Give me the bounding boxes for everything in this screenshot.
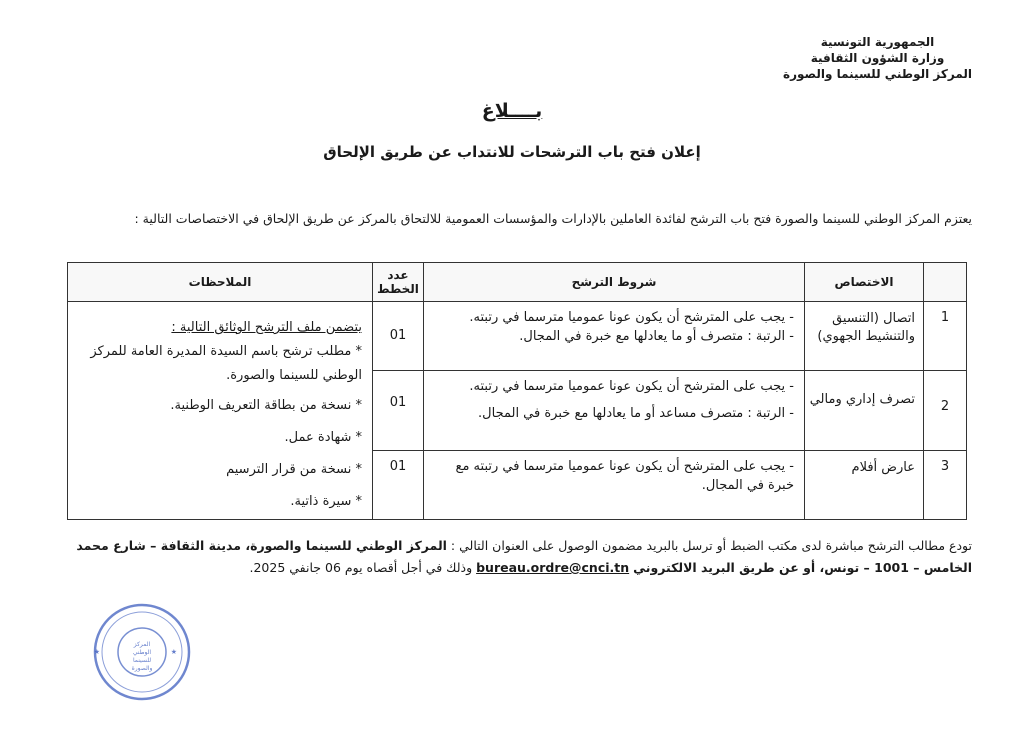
row-posts: 01 (373, 302, 424, 371)
letterhead-ministry: وزارة الشؤون الثقافية (810, 51, 945, 65)
header-notes: الملاحظات (68, 263, 373, 302)
official-stamp (92, 602, 192, 702)
condition-line: - يجب على المترشح أن يكون عونا عموميا مترسما في رتبته مع خبرة في المجال. (455, 459, 794, 494)
svg-text:★: ★ (170, 648, 177, 656)
notes-heading: يتضمن ملف الترشح الوثائق التالية : (171, 320, 362, 335)
table-row (68, 302, 967, 371)
row-posts: 01 (373, 451, 424, 520)
row-conditions (424, 451, 805, 520)
row-conditions (424, 370, 805, 451)
header-num (924, 263, 967, 302)
condition-line: - الرتبة : متصرف أو ما يعادلها مع خبرة في المجال. (519, 329, 794, 344)
row-num: 1 (924, 302, 967, 371)
row-specialty: عارض أفلام (805, 451, 924, 520)
intro-paragraph: يعتزم المركز الوطني للسينما والصورة فتح باب الترشح لفائدة العاملين بالإدارات والمؤسسات العمومية للالتحاق بالمركز عن طريق الإلحاق في الاختصاصات التالية : (134, 211, 972, 226)
svg-text:المركز: المركز (133, 641, 151, 648)
svg-text:★: ★ (93, 648, 100, 656)
condition-line: - يجب على المترشح أن يكون عونا عموميا مترسما في رتبته. (469, 310, 794, 325)
document-subtitle: إعلان فتح باب الترشحات للانتداب عن طريق الإلحاق (323, 143, 701, 161)
row-posts: 01 (373, 370, 424, 451)
notes-item: * نسخة من قرار الترسيم (226, 462, 362, 477)
letterhead (783, 34, 972, 82)
svg-text:والصورة: والصورة (131, 665, 153, 672)
row-num: 2 (924, 370, 967, 451)
notes-item: * سيرة ذاتية. (290, 494, 362, 509)
footer-address: المركز الوطني للسينما والصورة، مدينة الثقافة – شارع محمد الخامس – 1001 – تونس، أو عن طريق البريد الالكتروني (76, 538, 972, 575)
header-posts: عدد الخطط (373, 263, 424, 302)
notes-item: * نسخة من بطاقة التعريف الوطنية. (170, 398, 362, 413)
notes-item: * مطلب ترشح باسم السيدة المديرة العامة للمركز الوطني للسينما والصورة. (90, 344, 362, 383)
row-num: 3 (924, 451, 967, 520)
row-specialty: تصرف إداري ومالي (805, 370, 924, 451)
svg-text:الوطني: الوطني (132, 649, 152, 656)
header-conditions: شروط الترشح (424, 263, 805, 302)
positions-table (67, 262, 967, 520)
condition-line: - الرتبة : متصرف مساعد أو ما يعادلها مع خبرة في المجال. (478, 405, 794, 421)
svg-text:للسينما: للسينما (132, 657, 152, 664)
contact-email[interactable]: bureau.ordre@cnci.tn (476, 560, 630, 575)
letterhead-center: المركز الوطني للسينما والصورة (783, 67, 972, 81)
row-specialty: اتصال (التنسيق والتنشيط الجهوي) (805, 302, 924, 371)
header-specialty: الاختصاص (805, 263, 924, 302)
notes-item: * شهادة عمل. (284, 430, 362, 445)
footer-deadline: وذلك في أجل أقصاه يوم 06 جانفي 2025. (249, 560, 473, 575)
letterhead-republic: الجمهورية التونسية (820, 35, 935, 49)
notes-cell (68, 302, 373, 520)
row-conditions (424, 302, 805, 371)
submission-instructions (50, 535, 972, 579)
condition-line: - يجب على المترشح أن يكون عونا عموميا مترسما في رتبته. (469, 378, 794, 394)
footer-text: تودع مطالب الترشح مباشرة لدى مكتب الضبط أو ترسل بالبريد مضمون الوصول على العنوان التالي : (450, 538, 972, 553)
table-header-row (68, 263, 967, 302)
document-title: بــــلاغ (481, 100, 543, 122)
